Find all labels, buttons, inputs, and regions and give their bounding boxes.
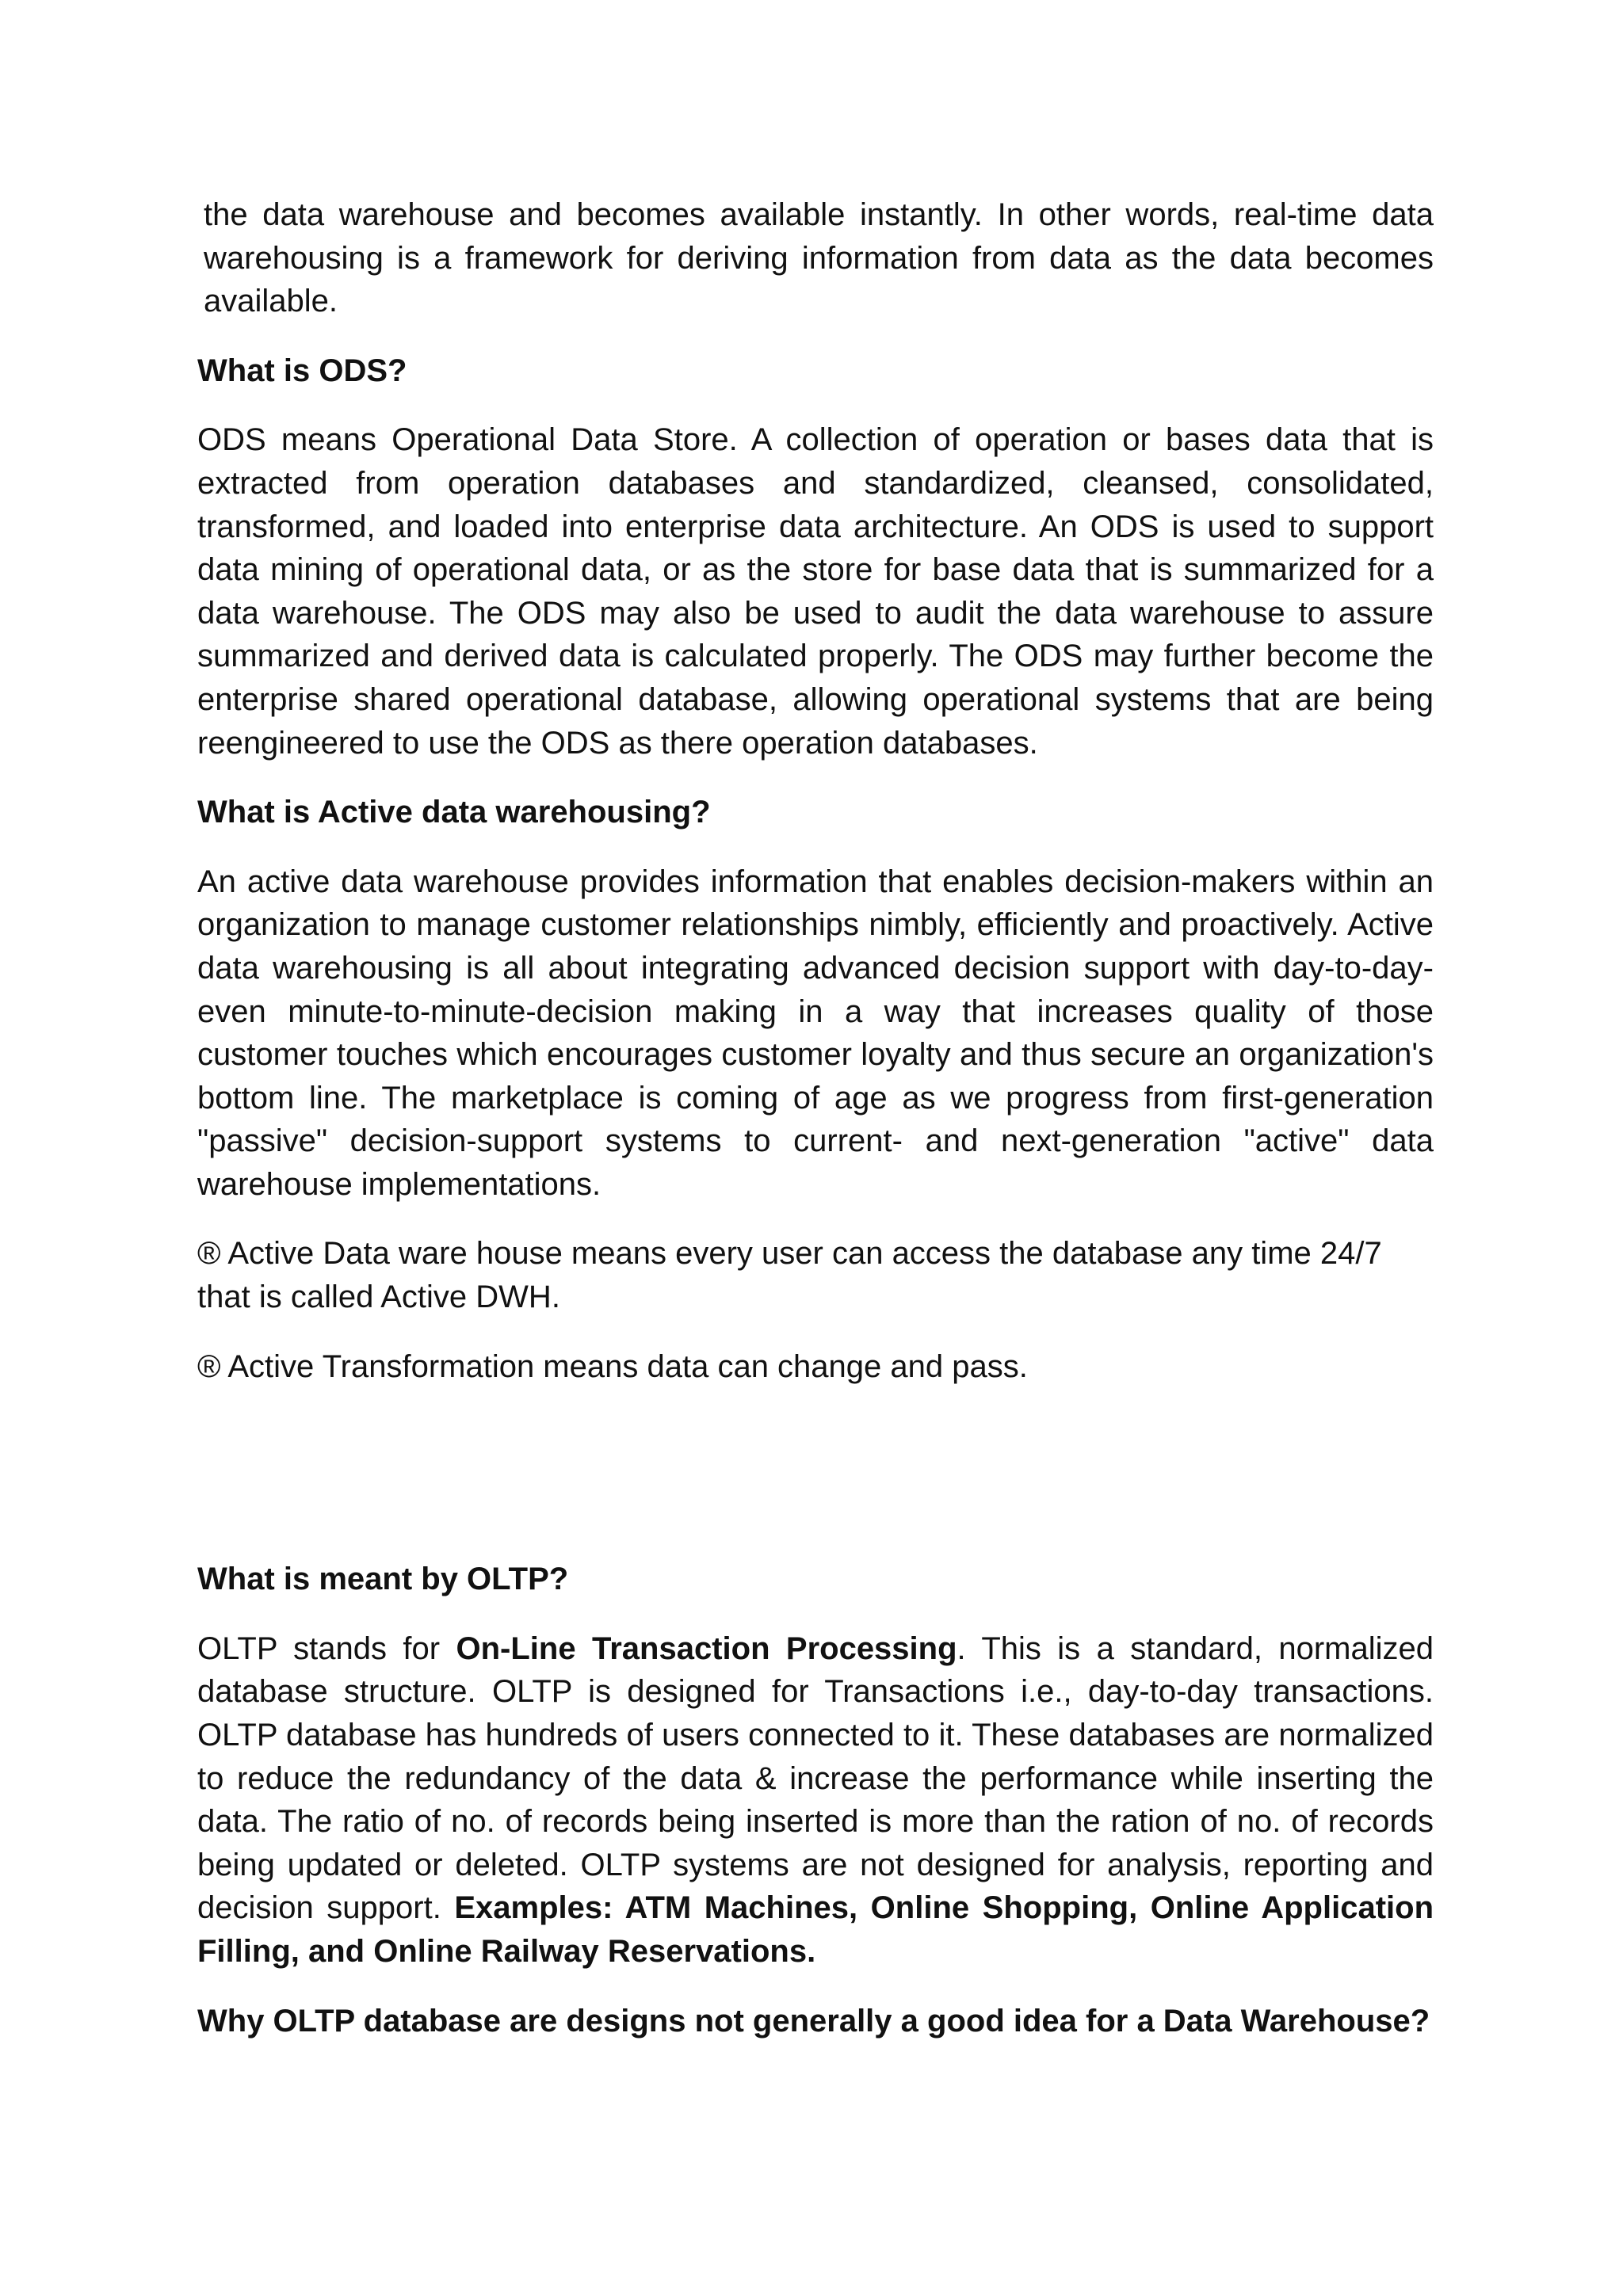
oltp-text-1: OLTP stands for (197, 1630, 456, 1666)
document-page (197, 193, 1434, 2069)
page-spacer (197, 1414, 1434, 1558)
heading-oltp: What is meant by OLTP? (197, 1562, 569, 1597)
active-dwh-note: ® Active Data ware house means every user can access the database any time 24/7 that is called Active DWH. (197, 1236, 1382, 1315)
oltp-paragraph (197, 1627, 1434, 1974)
active-transformation-note: ® Active Transformation means data can change and pass. (197, 1348, 1028, 1384)
active-dwh-paragraph: An active data warehouse provides information that enables decision-makers within an organization to manage customer relationships nimbly, efficiently and proactively. Active data warehousing is all about integrating advanced decision support with day-to-day-even minute-to-minute-decision making in a way that increases quality of those customer touches which encourages customer loyalty and thus secure an organization's bottom line. The marketplace is coming of age as we progress from first-generation "passive" decision-support systems to current- and next-generation "active" data warehouse implementations. (197, 864, 1434, 1202)
intro-paragraph: the data warehouse and becomes available instantly. In other words, real-time data warehousing is a framework for deriving information from data as the data becomes available. (204, 197, 1434, 319)
oltp-text-2: . This is a standard, normalized database structure. OLTP is designed for Transactions i.e., day-to-day transactions. OLTP database has hundreds of users connected to it. These databases are normalized to reduce the redundancy of the data & increase the performance while inserting the data. The ratio of no. of records being inserted is more than the ration of no. of records being updated or deleted. OLTP systems are not designed for analysis, reporting and decision support. (197, 1630, 1434, 1926)
heading-why-oltp: Why OLTP database are designs not generally a good idea for a Data Warehouse? (197, 2003, 1430, 2039)
ods-paragraph: ODS means Operational Data Store. A collection of operation or bases data that is extracted from operation databases and standardized, cleansed, consolidated, transformed, and loaded into enterprise data architecture. An ODS is used to support data mining of operational data, or as the store for base data that is summarized for a data warehouse. The ODS may also be used to audit the data warehouse to assure summarized and derived data is calculated properly. The ODS may further become the enterprise shared operational database, allowing operational systems that are being reengineered to use the ODS as there operation databases. (197, 422, 1434, 761)
oltp-definition-bold: On-Line Transaction Processing (456, 1630, 957, 1666)
heading-active-data-warehousing: What is Active data warehousing? (197, 795, 711, 830)
heading-ods: What is ODS? (197, 353, 407, 388)
oltp-examples-bold: Examples: ATM Machines, Online Shopping, Online Application Filling, and Online Railway Reservations. (197, 1890, 1434, 1969)
